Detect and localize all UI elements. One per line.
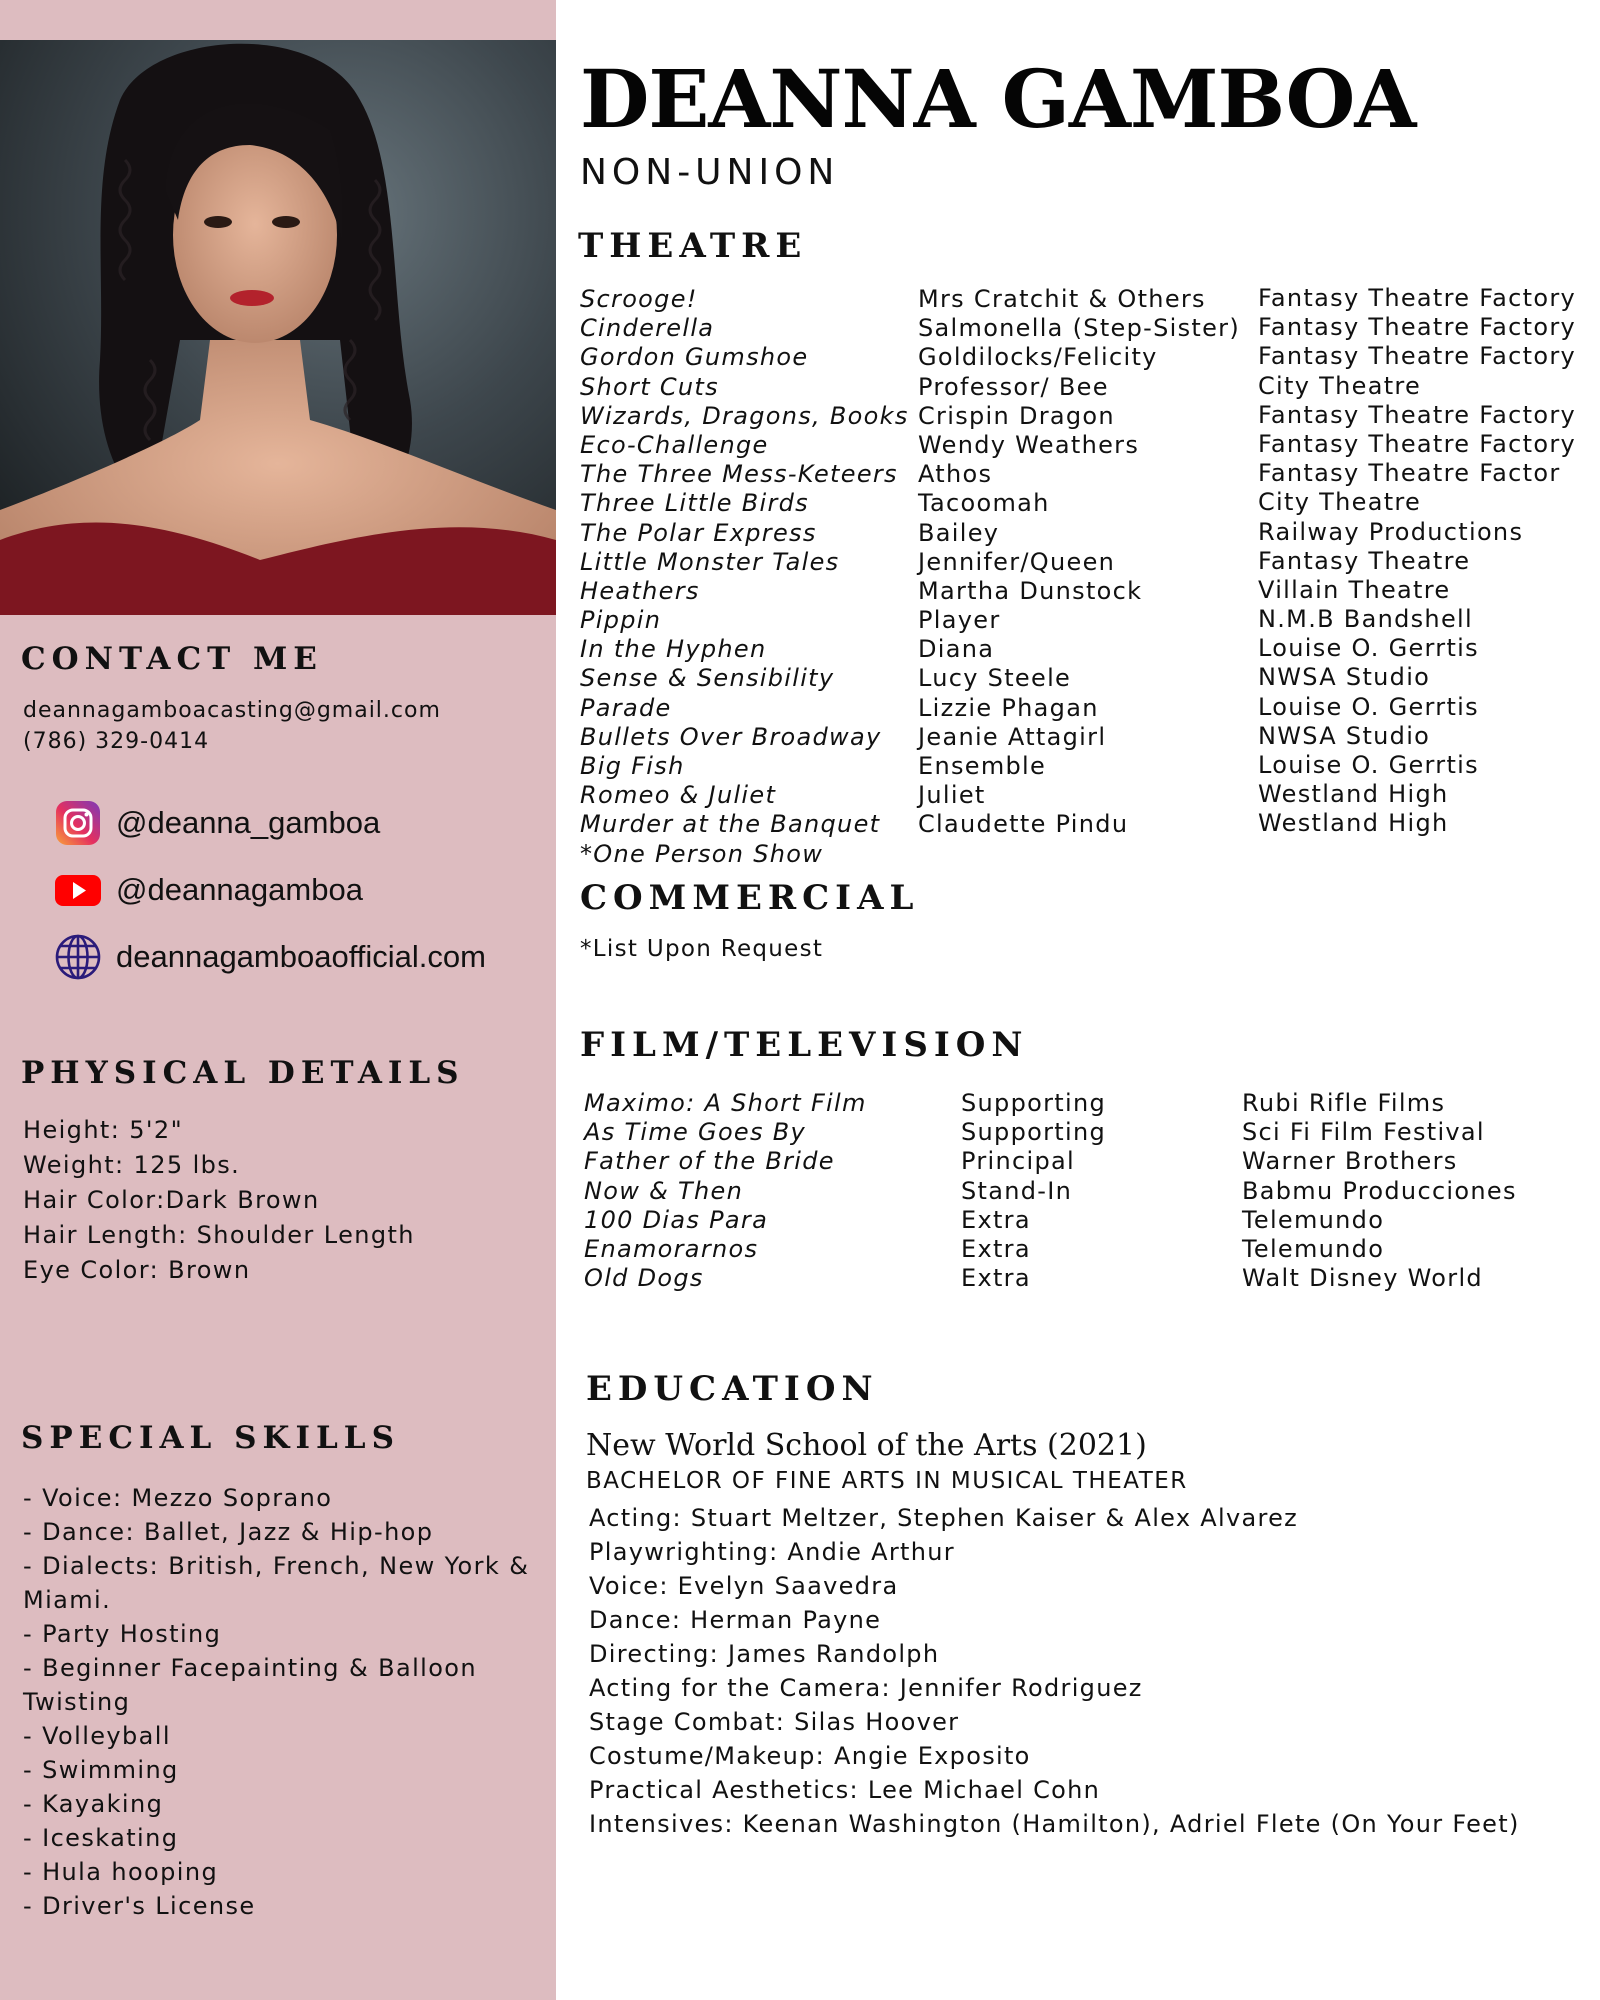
theatre-role: Goldilocks/Felicity bbox=[918, 343, 1158, 372]
film-television-heading: FILM/TELEVISION bbox=[580, 1025, 1029, 1065]
skill-line: - Volleyball bbox=[23, 1722, 171, 1750]
skill-line: - Kayaking bbox=[23, 1790, 164, 1818]
education-item: Voice: Evelyn Saavedra bbox=[589, 1572, 899, 1600]
phone-number[interactable]: (786) 329-0414 bbox=[23, 729, 210, 754]
theatre-production: Three Little Birds bbox=[580, 489, 809, 518]
theatre-production: Gordon Gumshoe bbox=[580, 343, 809, 372]
education-item: Intensives: Keenan Washington (Hamilton), Adriel Flete (On Your Feet) bbox=[589, 1810, 1520, 1838]
theatre-role: Salmonella (Step-Sister) bbox=[918, 314, 1241, 343]
film-role: Principal bbox=[961, 1147, 1075, 1176]
theatre-venue: Louise O. Gerrtis bbox=[1258, 692, 1479, 721]
theatre-role: Mrs Cratchit & Others bbox=[918, 285, 1206, 313]
theatre-venue: Louise O. Gerrtis bbox=[1258, 634, 1479, 663]
theatre-role: Lucy Steele bbox=[918, 664, 1072, 693]
weight-detail: Weight: 125 lbs. bbox=[23, 1151, 241, 1179]
skill-line: Twisting bbox=[23, 1688, 131, 1716]
theatre-role: Ensemble bbox=[918, 752, 1047, 780]
theatre-production: Bullets Over Broadway bbox=[580, 722, 882, 751]
height-detail: Height: 5'2" bbox=[23, 1116, 184, 1144]
union-status: NON-UNION bbox=[580, 152, 840, 193]
film-title: As Time Goes By bbox=[584, 1118, 806, 1147]
theatre-production: Big Fish bbox=[580, 752, 685, 780]
website-url: deannagamboaofficial.com bbox=[116, 939, 486, 974]
headshot-photo bbox=[0, 40, 556, 615]
commercial-note: *List Upon Request bbox=[580, 936, 824, 962]
film-role: Stand-In bbox=[961, 1176, 1073, 1205]
education-heading: EDUCATION bbox=[586, 1369, 879, 1409]
school-name: New World School of the Arts (2021) bbox=[586, 1428, 1147, 1463]
theatre-venue: NWSA Studio bbox=[1258, 721, 1431, 750]
theatre-production: Pippin bbox=[580, 606, 662, 635]
theatre-production: Romeo & Juliet bbox=[580, 781, 777, 810]
sidebar bbox=[0, 0, 556, 2000]
film-company: Warner Brothers bbox=[1242, 1147, 1458, 1176]
skill-line: - Beginner Facepainting & Balloon bbox=[23, 1654, 477, 1682]
theatre-venue: N.M.B Bandshell bbox=[1258, 605, 1473, 634]
theatre-role: Claudette Pindu bbox=[918, 810, 1129, 839]
film-company: Rubi Rifle Films bbox=[1242, 1089, 1446, 1117]
theatre-production: Heathers bbox=[580, 576, 700, 605]
theatre-production: The Polar Express bbox=[580, 518, 817, 547]
skill-line: - Hula hooping bbox=[23, 1858, 219, 1886]
instagram-handle: @deanna_gamboa bbox=[116, 805, 381, 840]
education-item: Directing: James Randolph bbox=[589, 1640, 940, 1668]
theatre-venue: Westland High bbox=[1258, 809, 1449, 838]
film-title: Enamorarnos bbox=[584, 1234, 759, 1263]
theatre-role: Martha Dunstock bbox=[918, 576, 1143, 605]
theatre-production: Eco-Challenge bbox=[580, 430, 769, 459]
film-title: Maximo: A Short Film bbox=[584, 1089, 867, 1117]
theatre-role: Crispin Dragon bbox=[918, 401, 1115, 430]
skill-line: Miami. bbox=[23, 1586, 112, 1614]
theatre-production: Cinderella bbox=[580, 314, 715, 343]
education-item: Playwrighting: Andie Arthur bbox=[589, 1538, 955, 1566]
website-link[interactable] bbox=[54, 933, 486, 981]
theatre-production: Murder at the Banquet bbox=[580, 810, 881, 839]
film-company: Walt Disney World bbox=[1242, 1264, 1483, 1293]
theatre-role: Diana bbox=[918, 635, 995, 664]
theatre-production: The Three Mess-Keteers bbox=[580, 460, 898, 489]
theatre-production: Scrooge! bbox=[580, 285, 698, 313]
theatre-role: Tacoomah bbox=[918, 489, 1050, 518]
film-title: Old Dogs bbox=[584, 1264, 704, 1293]
education-item: Costume/Makeup: Angie Exposito bbox=[589, 1742, 1031, 1770]
film-role: Supporting bbox=[961, 1118, 1106, 1147]
degree-name: BACHELOR OF FINE ARTS IN MUSICAL THEATER bbox=[586, 1468, 1188, 1494]
theatre-role: Jennifer/Queen bbox=[918, 547, 1116, 576]
film-company: Telemundo bbox=[1242, 1234, 1385, 1263]
film-role: Extra bbox=[961, 1205, 1031, 1234]
theatre-production: Little Monster Tales bbox=[580, 547, 840, 576]
theatre-venue: Fantasy Theatre Factory bbox=[1258, 284, 1577, 312]
education-item: Stage Combat: Silas Hoover bbox=[589, 1708, 960, 1736]
theatre-venue: Fantasy Theatre Factory bbox=[1258, 429, 1577, 458]
special-skills-heading: SPECIAL SKILLS bbox=[21, 1420, 400, 1456]
skill-line: - Driver's License bbox=[23, 1892, 256, 1920]
theatre-role: Juliet bbox=[918, 781, 986, 810]
eye-color-detail: Eye Color: Brown bbox=[23, 1256, 251, 1284]
theatre-venue: City Theatre bbox=[1258, 371, 1422, 400]
theatre-venue: Fantasy Theatre Factory bbox=[1258, 342, 1577, 371]
theatre-role: Athos bbox=[918, 460, 993, 489]
theatre-production: Wizards, Dragons, Books bbox=[580, 401, 909, 430]
film-role: Extra bbox=[961, 1264, 1031, 1293]
hair-length-detail: Hair Length: Shoulder Length bbox=[23, 1221, 415, 1249]
film-role: Extra bbox=[961, 1234, 1031, 1263]
film-role: Supporting bbox=[961, 1089, 1106, 1117]
theatre-role: Bailey bbox=[918, 518, 1000, 547]
skill-line: - Party Hosting bbox=[23, 1620, 222, 1648]
theatre-venue: Villain Theatre bbox=[1258, 575, 1451, 604]
skill-line: - Dialects: British, French, New York & bbox=[23, 1552, 530, 1580]
instagram-link[interactable] bbox=[54, 799, 380, 847]
email-address[interactable]: deannagamboacasting@gmail.com bbox=[23, 698, 441, 723]
theatre-venue: Westland High bbox=[1258, 780, 1449, 809]
education-item: Dance: Herman Payne bbox=[589, 1606, 882, 1634]
theatre-venue: NWSA Studio bbox=[1258, 663, 1431, 692]
theatre-venue: Fantasy Theatre Factory bbox=[1258, 400, 1577, 429]
special-skills-list bbox=[23, 1481, 529, 1923]
skill-line: - Swimming bbox=[23, 1756, 179, 1784]
physical-details-list bbox=[23, 1113, 415, 1288]
skill-line: - Iceskating bbox=[23, 1824, 179, 1852]
theatre-role: Jeanie Attagirl bbox=[918, 722, 1107, 751]
film-company: Telemundo bbox=[1242, 1205, 1385, 1234]
theatre-venue: Fantasy Theatre Factor bbox=[1258, 459, 1561, 488]
youtube-handle: @deannagamboa bbox=[116, 872, 363, 907]
film-title: 100 Dias Para bbox=[584, 1205, 769, 1234]
education-item: Acting for the Camera: Jennifer Rodriguez bbox=[589, 1674, 1143, 1702]
theatre-production: Parade bbox=[580, 693, 672, 722]
youtube-link[interactable] bbox=[54, 866, 363, 914]
physical-details-heading: PHYSICAL DETAILS bbox=[21, 1055, 465, 1091]
education-item: Practical Aesthetics: Lee Michael Cohn bbox=[589, 1776, 1101, 1804]
skill-line: - Voice: Mezzo Soprano bbox=[23, 1484, 333, 1512]
theatre-heading: THEATRE bbox=[578, 226, 808, 266]
globe-icon bbox=[54, 933, 102, 981]
film-title: Now & Then bbox=[584, 1176, 744, 1205]
hair-color-detail: Hair Color:Dark Brown bbox=[23, 1186, 320, 1214]
film-roles bbox=[961, 1089, 1106, 1293]
theatre-role: Wendy Weathers bbox=[918, 430, 1140, 459]
theatre-role: Professor/ Bee bbox=[918, 372, 1109, 401]
theatre-productions bbox=[580, 285, 909, 869]
theatre-venue: City Theatre bbox=[1258, 488, 1422, 517]
theatre-venues bbox=[1258, 284, 1576, 839]
instagram-icon bbox=[54, 799, 102, 847]
theatre-venue: Fantasy Theatre Factory bbox=[1258, 313, 1577, 342]
theatre-production: In the Hyphen bbox=[580, 635, 767, 664]
film-company: Sci Fi Film Festival bbox=[1242, 1118, 1485, 1147]
film-titles bbox=[584, 1089, 867, 1293]
theatre-production: Sense & Sensibility bbox=[580, 664, 835, 693]
theatre-venue: Louise O. Gerrtis bbox=[1258, 751, 1479, 779]
theatre-roles bbox=[918, 285, 1240, 840]
film-company: Babmu Producciones bbox=[1242, 1176, 1517, 1205]
commercial-heading: COMMERCIAL bbox=[580, 878, 920, 918]
theatre-production: Short Cuts bbox=[580, 372, 719, 401]
youtube-icon bbox=[54, 866, 102, 914]
theatre-venue: Fantasy Theatre bbox=[1258, 546, 1471, 575]
education-item: Acting: Stuart Meltzer, Stephen Kaiser & Alex Alvarez bbox=[589, 1504, 1299, 1532]
skill-line: - Dance: Ballet, Jazz & Hip-hop bbox=[23, 1518, 434, 1546]
theatre-role: Player bbox=[918, 606, 1001, 635]
film-title: Father of the Bride bbox=[584, 1147, 835, 1176]
contact-heading: CONTACT ME bbox=[21, 641, 323, 677]
film-companies bbox=[1242, 1089, 1517, 1293]
education-instructors bbox=[589, 1501, 1520, 1841]
theatre-production: *One Person Show bbox=[580, 839, 824, 868]
theatre-venue: Railway Productions bbox=[1258, 517, 1524, 546]
actor-name: DEANNA GAMBOA bbox=[580, 52, 1416, 146]
theatre-role: Lizzie Phagan bbox=[918, 693, 1099, 722]
